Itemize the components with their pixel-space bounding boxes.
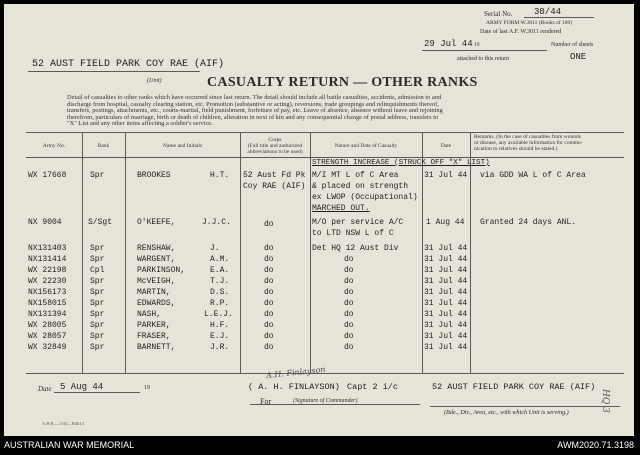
nature: do [344,288,354,297]
date: 31 Jul 44 [424,288,468,297]
instruction-line: discharge from hospital, casualty clearing station, etc. Promotion (substantive or acting), reversions, trade groupings and relinquishments thereof, [67,100,439,108]
surname: MARTIN, [137,288,171,297]
table-header-rule [26,157,624,158]
surname: PARKINSON, [137,266,186,275]
unit-name: 52 AUST FIELD PARK COY RAE (AIF) [32,59,225,70]
nature: do [344,277,354,286]
remarks: via GDD WA L of C Area [480,171,586,180]
rank: Spr [90,171,105,180]
date: 31 Jul 44 [424,332,468,341]
remarks: Granted 24 days ANL. [480,218,577,227]
corps: do [264,277,274,286]
col-corps-line: abbreviations to be used) [247,149,303,155]
nature: do [344,266,354,275]
col-nature: Nature and Date of Casualty [334,143,398,149]
nature: do [344,255,354,264]
initials: H.F. [210,321,230,330]
army-no: WX 17668 [28,171,67,180]
attached-label: attached to this return [457,56,510,62]
col-rank: Rank [97,143,110,149]
instruction-line: Detail of casualties to other ranks which have occurred since last return. The detail should include all battle casualties, accidents, admission to and [67,94,442,101]
col-corps-line: (Full title and authorized [247,143,303,149]
initials: H.T. [210,171,230,180]
nature: do [344,343,354,352]
rank: S/Sgt [88,218,113,227]
serial-value: 30/44 [534,7,562,17]
date: 31 Jul 44 [424,343,468,352]
strength-increase-note: STRENGTH INCREASE (STRUCK OFF "X" LIST) [312,159,490,167]
date-suffix: 19 [144,385,150,391]
rank: Spr [90,343,105,352]
initials: E.A. [210,266,230,275]
date: 31 Jul 44 [424,277,468,286]
col-corps-line: Corps [268,137,282,143]
army-no: NX158015 [28,299,67,308]
col-remarks [470,134,626,152]
corps: do [264,299,274,308]
initials: T.J. [210,277,230,286]
date: 31 Jul 44 [424,299,468,308]
sheets-label: Number of sheets [551,42,594,48]
army-form-label: ARMY FORM W.3011 (Books of 100) [486,20,573,26]
army-no: NX156173 [28,288,67,297]
date-value: 5 Aug 44 [60,382,104,392]
date: 31 Jul 44 [424,171,468,180]
caption-right: AWM2020.71.3198 [557,440,634,450]
rank: Spr [90,299,105,308]
col-army-no: Army No. [42,143,66,149]
nature: Det HQ 12 Aust Div [312,244,399,253]
corps: Coy RAE (AIF) [243,182,306,191]
initials: D.S. [210,288,230,297]
rank: Spr [90,321,105,330]
print-code: A.H.R.—5/43—B4613 [42,421,84,426]
instruction-line: transfers, postings, attachments, etc., courts-martial, field punishment, forfeiture of pay, etc. Leave of absence, absence without leave and rejoining [67,107,443,115]
corps: do [264,266,274,275]
date-last-suffix: 19 [474,42,480,48]
rank: Cpl [90,266,105,275]
unit-label: (Unit) [147,78,162,84]
corps: do [264,332,274,341]
nature: do [344,321,354,330]
nature: to LTD NSW L of C [312,229,394,238]
rank: Spr [90,288,105,297]
instruction-line: "X" List and any other items affecting a soldier's service. [67,120,213,128]
surname: O'KEEFE, [137,218,176,227]
surname: RENSHAW, [137,244,176,253]
form-title: CASUALTY RETURN — OTHER RANKS [207,75,478,90]
nature: M/I MT L of C Area [312,171,399,180]
signed-name: ( A. H. FINLAYSON) [248,382,340,392]
unit-serving: 52 AUST FIELD PARK COY RAE (AIF) [432,382,596,392]
army-no: NX131414 [28,255,67,264]
nature: & placed on strength [312,182,409,191]
army-no: WX 28005 [28,321,67,330]
serial-label: Serial No. [484,10,513,18]
army-no: WX 32849 [28,343,67,352]
instruction-line: therefrom, particulars of marriage, birth or death of children, alteration in next of kin and any consequential change of postal address, transfers to [67,113,439,121]
surname: EDWARDS, [137,299,176,308]
initials: J. [210,244,220,253]
col-remarks-line: or disease, any available information for commu- [474,140,583,146]
caption-left: AUSTRALIAN WAR MEMORIAL [4,440,135,450]
bde-label: (Bde., Div., Area, etc., with which Unit is serving.) [444,409,569,416]
surname: PARKER, [137,321,171,330]
army-no: NX131403 [28,244,67,253]
nature: M/O per service A/C [312,218,404,227]
table-top-rule [26,132,624,133]
date: 31 Jul 44 [424,266,468,275]
surname: BROOKES [137,171,171,180]
nature: do [344,310,354,319]
corps: 52 Aust Fd Pk [243,171,306,180]
margin-note: HQ 3 [600,389,610,413]
initials: A.M. [210,255,230,264]
date: 31 Jul 44 [424,321,468,330]
initials: E.J. [210,332,230,341]
rank: Spr [90,277,105,286]
nature: do [344,299,354,308]
attached-value: ONE [570,52,587,62]
date: 1 Aug 44 [426,218,465,227]
rank: Spr [90,332,105,341]
corps: do [264,220,274,229]
army-no: WX 22198 [28,266,67,275]
rank: Spr [90,255,105,264]
col-name: Name and Initials [162,143,203,149]
surname: FRASER, [137,332,171,341]
nature: ex LWOP (Occupational) [312,193,418,202]
signed-rank: Capt 2 i/c [347,382,399,392]
initials: J.R. [210,343,230,352]
rank: Spr [90,244,105,253]
surname: BARNETT, [137,343,176,352]
nature: do [344,332,354,341]
army-no: WX 28057 [28,332,67,341]
col-corps [240,137,310,155]
signature: A.H. Finlayson [265,364,326,381]
army-no: NX131394 [28,310,67,319]
casualty-return-form [4,4,634,436]
initials: R.P. [210,299,230,308]
surname: WARGENT, [137,255,176,264]
date-last-label: Date of last A.F. W.3011 rendered [480,29,562,35]
initials: J.J.C. [202,218,231,227]
rank: Spr [90,310,105,319]
corps: do [264,321,274,330]
corps: do [264,343,274,352]
initials: L.E.J. [204,310,233,319]
corps: do [264,255,274,264]
corps: do [264,288,274,297]
caption-bar [0,437,640,455]
signature-label: (Signature of Commander) [293,398,358,404]
date: 31 Jul 44 [424,255,468,264]
date: 31 Jul 44 [424,310,468,319]
army-no: NX 9004 [28,218,62,227]
col-date: Date [440,143,452,149]
col-remarks-line: nication to relatives should be stated.) [474,146,558,152]
date-last-value: 29 Jul 44 [424,39,473,49]
surname: NASH, [137,310,162,319]
instructions-block [67,95,443,128]
date-label: Date [38,385,52,393]
corps: do [264,310,274,319]
for-label: For [260,397,272,406]
corps: do [264,244,274,253]
army-no: WX 22230 [28,277,67,286]
col-remarks-line: Remarks. (In the case of casualties from wounds [474,134,581,140]
nature: MARCHED OUT. [312,204,370,213]
surname: McVEIGH, [137,277,176,286]
date: 31 Jul 44 [424,244,468,253]
